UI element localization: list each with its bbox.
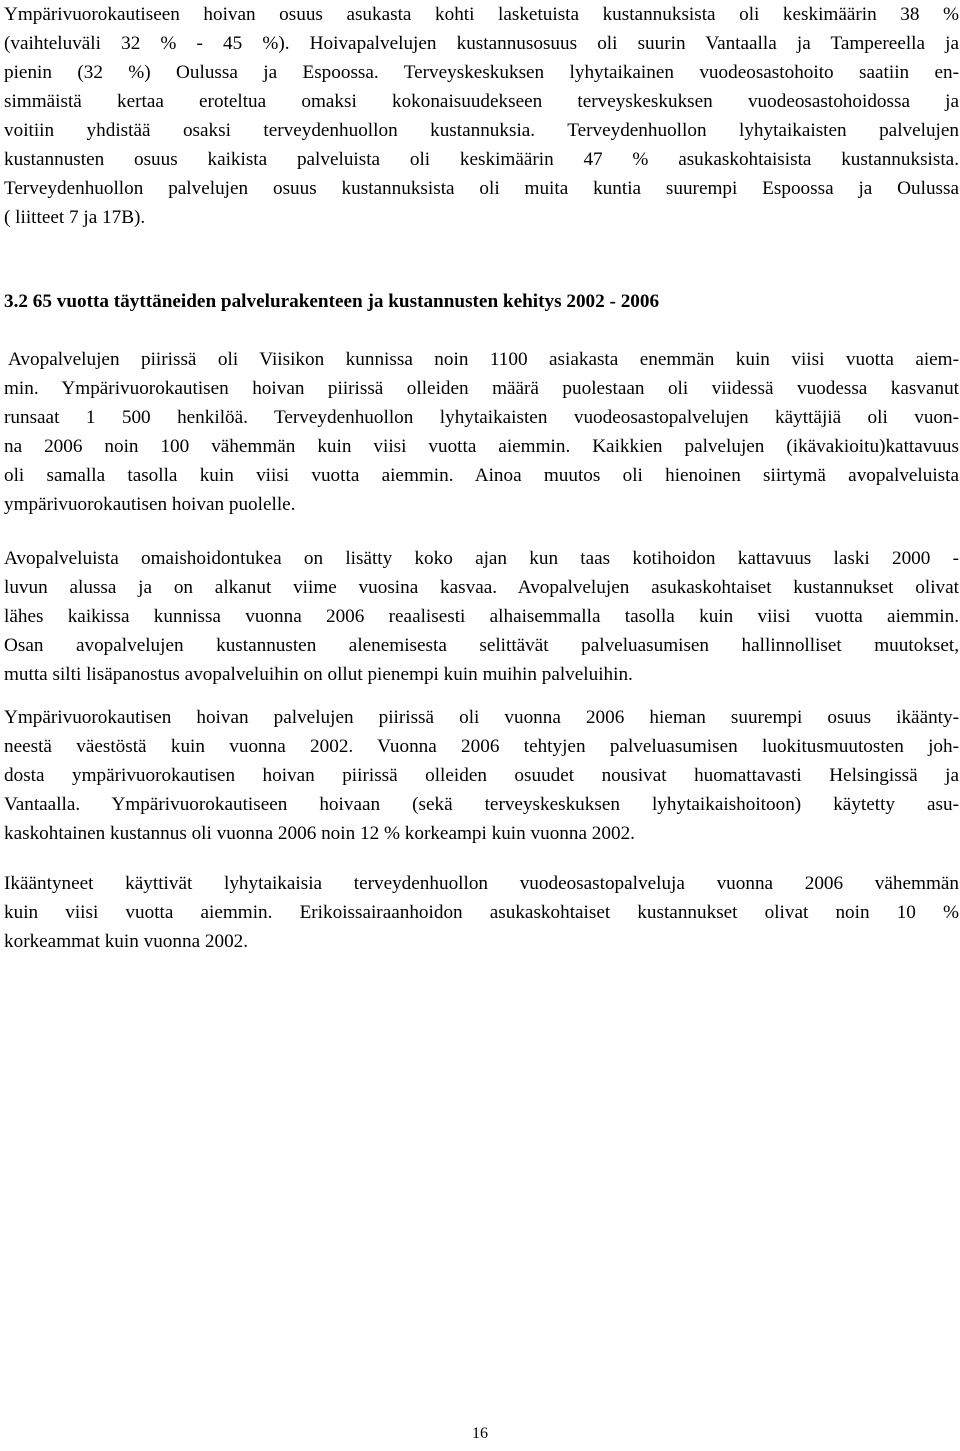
text-line: korkeammat kuin vuonna 2002. [4, 931, 249, 952]
text-line: (vaihteluväli 32 % - 45 %). Hoivapalvelujen kustannusosuus oli suurin Vantaalla ja Tampereella ja [4, 33, 959, 54]
text-line: Osan avopalvelujen kustannusten alenemisesta selittävät palveluasumisen hallinnolliset muutokset, [4, 635, 959, 656]
paragraph-hoiva [4, 703, 959, 848]
intro-paragraph [4, 0, 959, 232]
text-line: Avopalveluista omaishoidontukea on lisätty koko ajan kun taas kotihoidon kattavuus laski 2000 - [4, 548, 959, 569]
text-line: dosta ympärivuorokautisen hoivan piirissä olleiden osuudet nousivat huomattavasti Helsingissä ja [4, 765, 959, 786]
text-line: kustannusten osuus kaikista palveluista oli keskimäärin 47 % asukaskohtaisista kustannuksista. [4, 149, 959, 170]
section-heading: 3.2 65 vuotta täyttäneiden palvelurakenteen ja kustannusten kehitys 2002 - 2006 [4, 291, 660, 312]
text-line: pienin (32 %) Oulussa ja Espoossa. Terveyskeskuksen lyhytaikainen vuodeosastohoito saatiin en- [4, 62, 959, 83]
text-line: mutta silti lisäpanostus avopalveluihin on ollut pienempi kuin muihin palveluihin. [4, 664, 633, 685]
text-line: kuin viisi vuotta aiemmin. Erikoissairaanhoidon asukaskohtaiset kustannukset olivat noin 10 % [4, 902, 959, 923]
text-line: min. Ympärivuorokautisen hoivan piirissä olleiden määrä puolestaan oli viidessä vuodessa kasvanut [4, 378, 959, 399]
text-line: runsaat 1 500 henkilöä. Terveydenhuollon lyhytaikaisten vuodeosastopalvelujen käyttäjiä oli vuon- [4, 407, 959, 428]
text-line: Ympärivuorokautisen hoivan palvelujen piirissä oli vuonna 2006 hieman suurempi osuus ikäänty- [4, 707, 959, 728]
text-line: ympärivuorokautisen hoivan puolelle. [4, 494, 296, 515]
text-line: na 2006 noin 100 vähemmän kuin viisi vuotta aiemmin. Kaikkien palvelujen (ikävakioitu)kattavuus [4, 436, 959, 457]
text-line: lähes kaikissa kunnissa vuonna 2006 reaalisesti alhaisemmalla tasolla kuin viisi vuotta aiemmin. [4, 606, 959, 627]
paragraph-omaishoidontuki [4, 544, 959, 689]
text-line: luvun alussa ja on alkanut viime vuosina kasvaa. Avopalvelujen asukaskohtaiset kustannukset olivat [4, 577, 959, 598]
paragraph-avopalvelut [4, 345, 959, 519]
text-line: neestä väestöstä kuin vuonna 2002. Vuonna 2006 tehtyjen palveluasumisen luokitusmuutosten joh- [4, 736, 959, 757]
text-line: kaskohtainen kustannus oli vuonna 2006 noin 12 % korkeampi kuin vuonna 2002. [4, 823, 635, 844]
text-line: simmäistä kertaa eroteltua omaksi kokonaisuudekseen terveyskeskuksen vuodeosastohoidossa ja [4, 91, 959, 112]
text-line: Ikääntyneet käyttivät lyhytaikaisia terveydenhuollon vuodeosastopalveluja vuonna 2006 vähemmän [4, 873, 959, 894]
text-line: Ympärivuorokautiseen hoivan osuus asukasta kohti lasketuista kustannuksista oli keskimäärin 38 % [4, 4, 959, 25]
text-line: oli samalla tasolla kuin viisi vuotta aiemmin. Ainoa muutos oli hienoinen siirtymä avopalveluista [4, 465, 959, 486]
paragraph-terveydenhuolto [4, 869, 959, 956]
page-number: 16 [472, 1425, 488, 1442]
text-line: voitiin yhdistää osaksi terveydenhuollon kustannuksia. Terveydenhuollon lyhytaikaisten palvelujen [4, 120, 959, 141]
text-line: Terveydenhuollon palvelujen osuus kustannuksista oli muita kuntia suurempi Espoossa ja Oulussa [4, 178, 959, 199]
text-line: ( liitteet 7 ja 17B). [4, 207, 146, 228]
text-line: Vantaalla. Ympärivuorokautiseen hoivaan (sekä terveyskeskuksen lyhytaikaishoitoon) käytetty asu- [4, 794, 959, 815]
text-line: Avopalvelujen piirissä oli Viisikon kunnissa noin 1100 asiakasta enemmän kuin viisi vuotta aiem- [8, 349, 959, 370]
